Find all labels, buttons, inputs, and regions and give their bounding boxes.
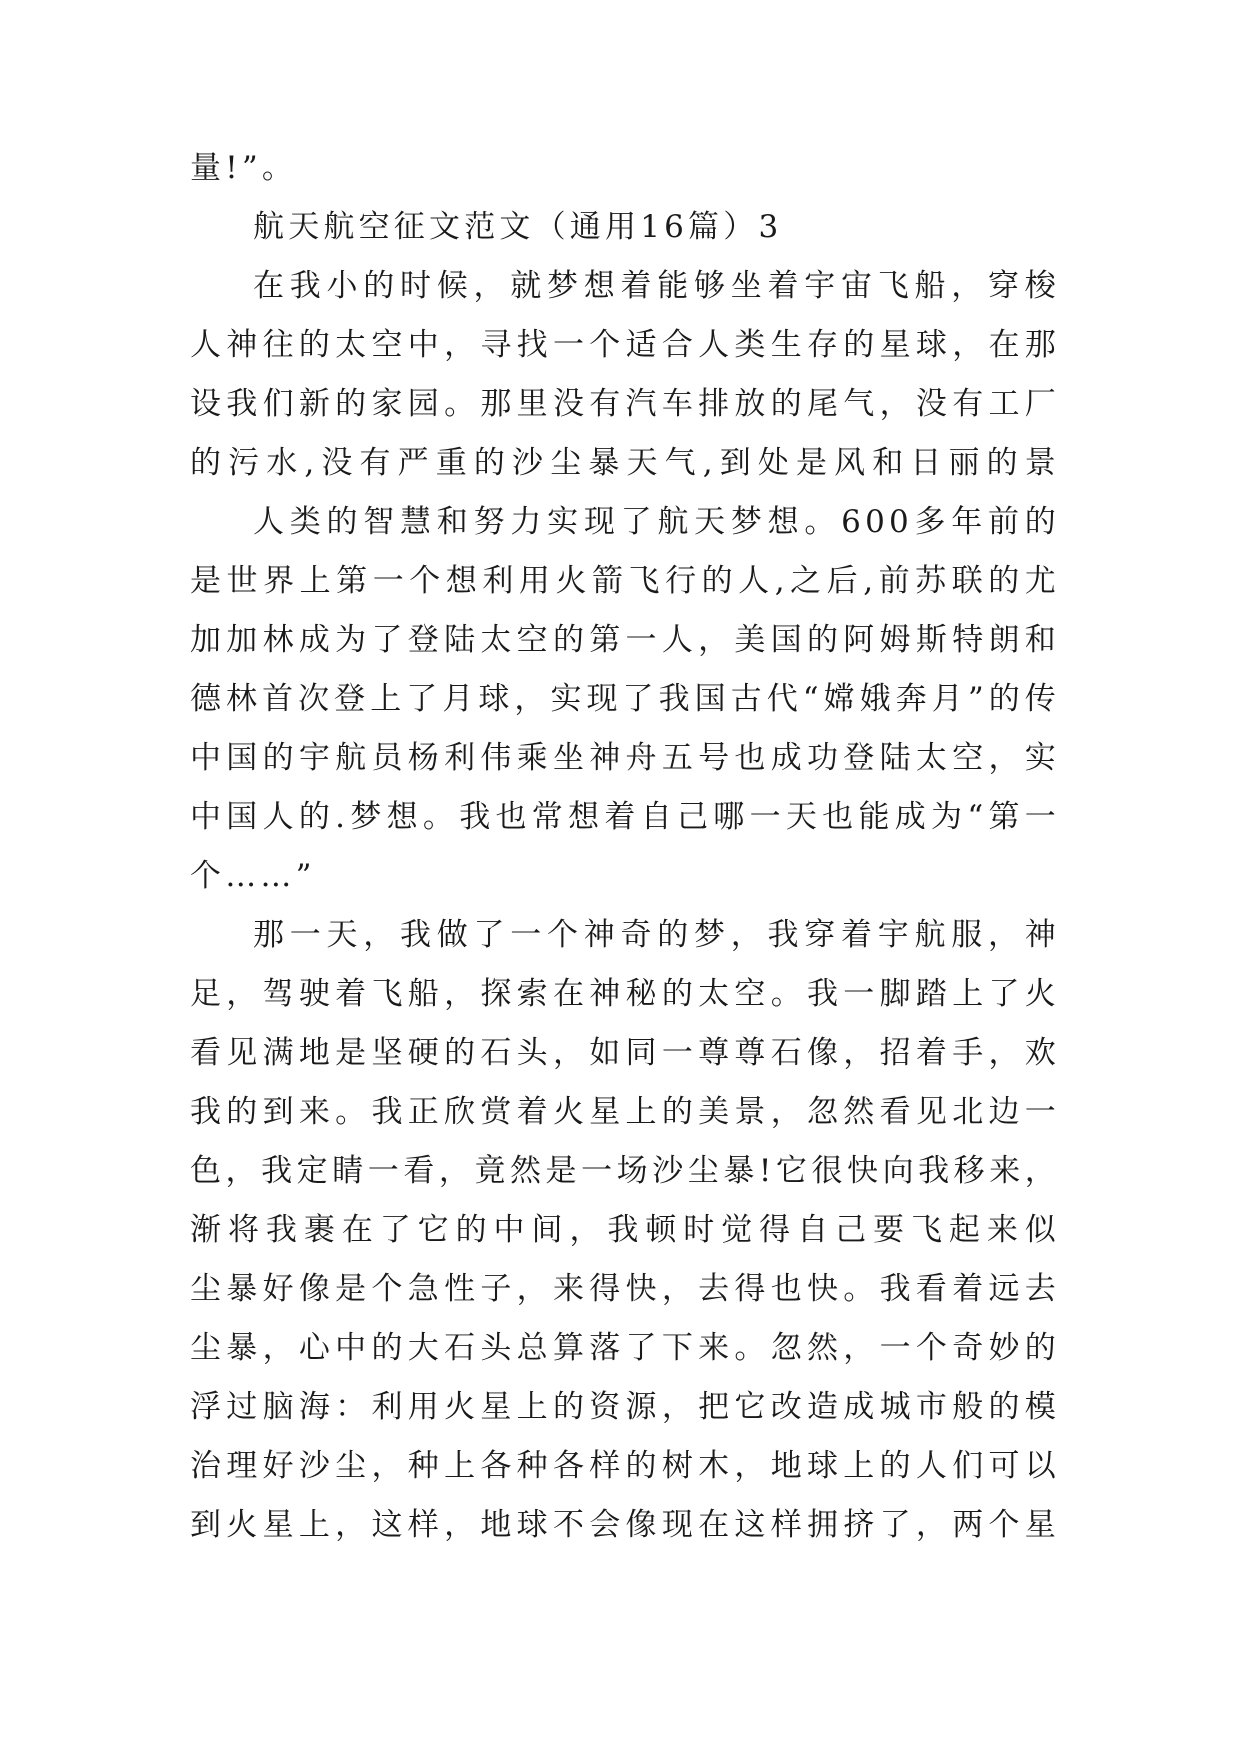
text-line-8: 是世界上第一个想利用火箭飞行的人,之后,前苏联的尤 bbox=[190, 563, 1060, 599]
text-line-9: 加加林成为了登陆太空的第一人，美国的阿姆斯特朗和 bbox=[190, 622, 1060, 658]
text-line-3: 在我小的时候，就梦想着能够坐着宇宙飞船，穿梭 bbox=[253, 268, 1060, 304]
text-line-15: 足，驾驶着飞船，探索在神秘的太空。我一脚踏上了火 bbox=[190, 976, 1060, 1012]
text-line-7: 人类的智慧和努力实现了航天梦想。600多年前的 bbox=[253, 504, 1060, 540]
text-line-19: 渐将我裹在了它的中间，我顿时觉得自己要飞起来似 bbox=[190, 1212, 1060, 1248]
text-line-10: 德林首次登上了月球，实现了我国古代“嫦娥奔月”的传 bbox=[190, 681, 1060, 717]
text-line-5: 设我们新的家园。那里没有汽车排放的尾气，没有工厂 bbox=[190, 386, 1060, 422]
text-line-4: 人神往的太空中，寻找一个适合人类生存的星球，在那 bbox=[190, 327, 1060, 363]
text-line-6: 的污水,没有严重的沙尘暴天气,到处是风和日丽的景 bbox=[190, 445, 1060, 481]
text-line-23: 治理好沙尘，种上各种各样的树木，地球上的人们可以 bbox=[190, 1448, 1060, 1484]
text-line-21: 尘暴，心中的大石头总算落了下来。忽然，一个奇妙的 bbox=[190, 1330, 1060, 1366]
text-line-12: 中国人的.梦想。我也常想着自己哪一天也能成为“第一 bbox=[190, 799, 1060, 835]
text-line-1: 量!”。 bbox=[190, 150, 298, 186]
text-line-24: 到火星上，这样，地球不会像现在这样拥挤了，两个星 bbox=[190, 1507, 1060, 1543]
text-line-14: 那一天，我做了一个神奇的梦，我穿着宇航服，神 bbox=[253, 917, 1060, 953]
text-line-22: 浮过脑海：利用火星上的资源，把它改造成城市般的模 bbox=[190, 1389, 1060, 1425]
text-line-20: 尘暴好像是个急性子，来得快，去得也快。我看着远去 bbox=[190, 1271, 1060, 1307]
text-line-13: 个……” bbox=[190, 858, 316, 894]
text-line-11: 中国的宇航员杨利伟乘坐神舟五号也成功登陆太空，实 bbox=[190, 740, 1060, 776]
text-line-17: 我的到来。我正欣赏着火星上的美景，忽然看见北边一 bbox=[190, 1094, 1060, 1130]
text-line-16: 看见满地是坚硬的石头，如同一尊尊石像，招着手，欢 bbox=[190, 1035, 1060, 1071]
text-line-18: 色，我定睛一看，竟然是一场沙尘暴!它很快向我移来， bbox=[190, 1153, 1060, 1189]
section-heading: 航天航空征文范文（通用16篇）3 bbox=[253, 209, 783, 245]
